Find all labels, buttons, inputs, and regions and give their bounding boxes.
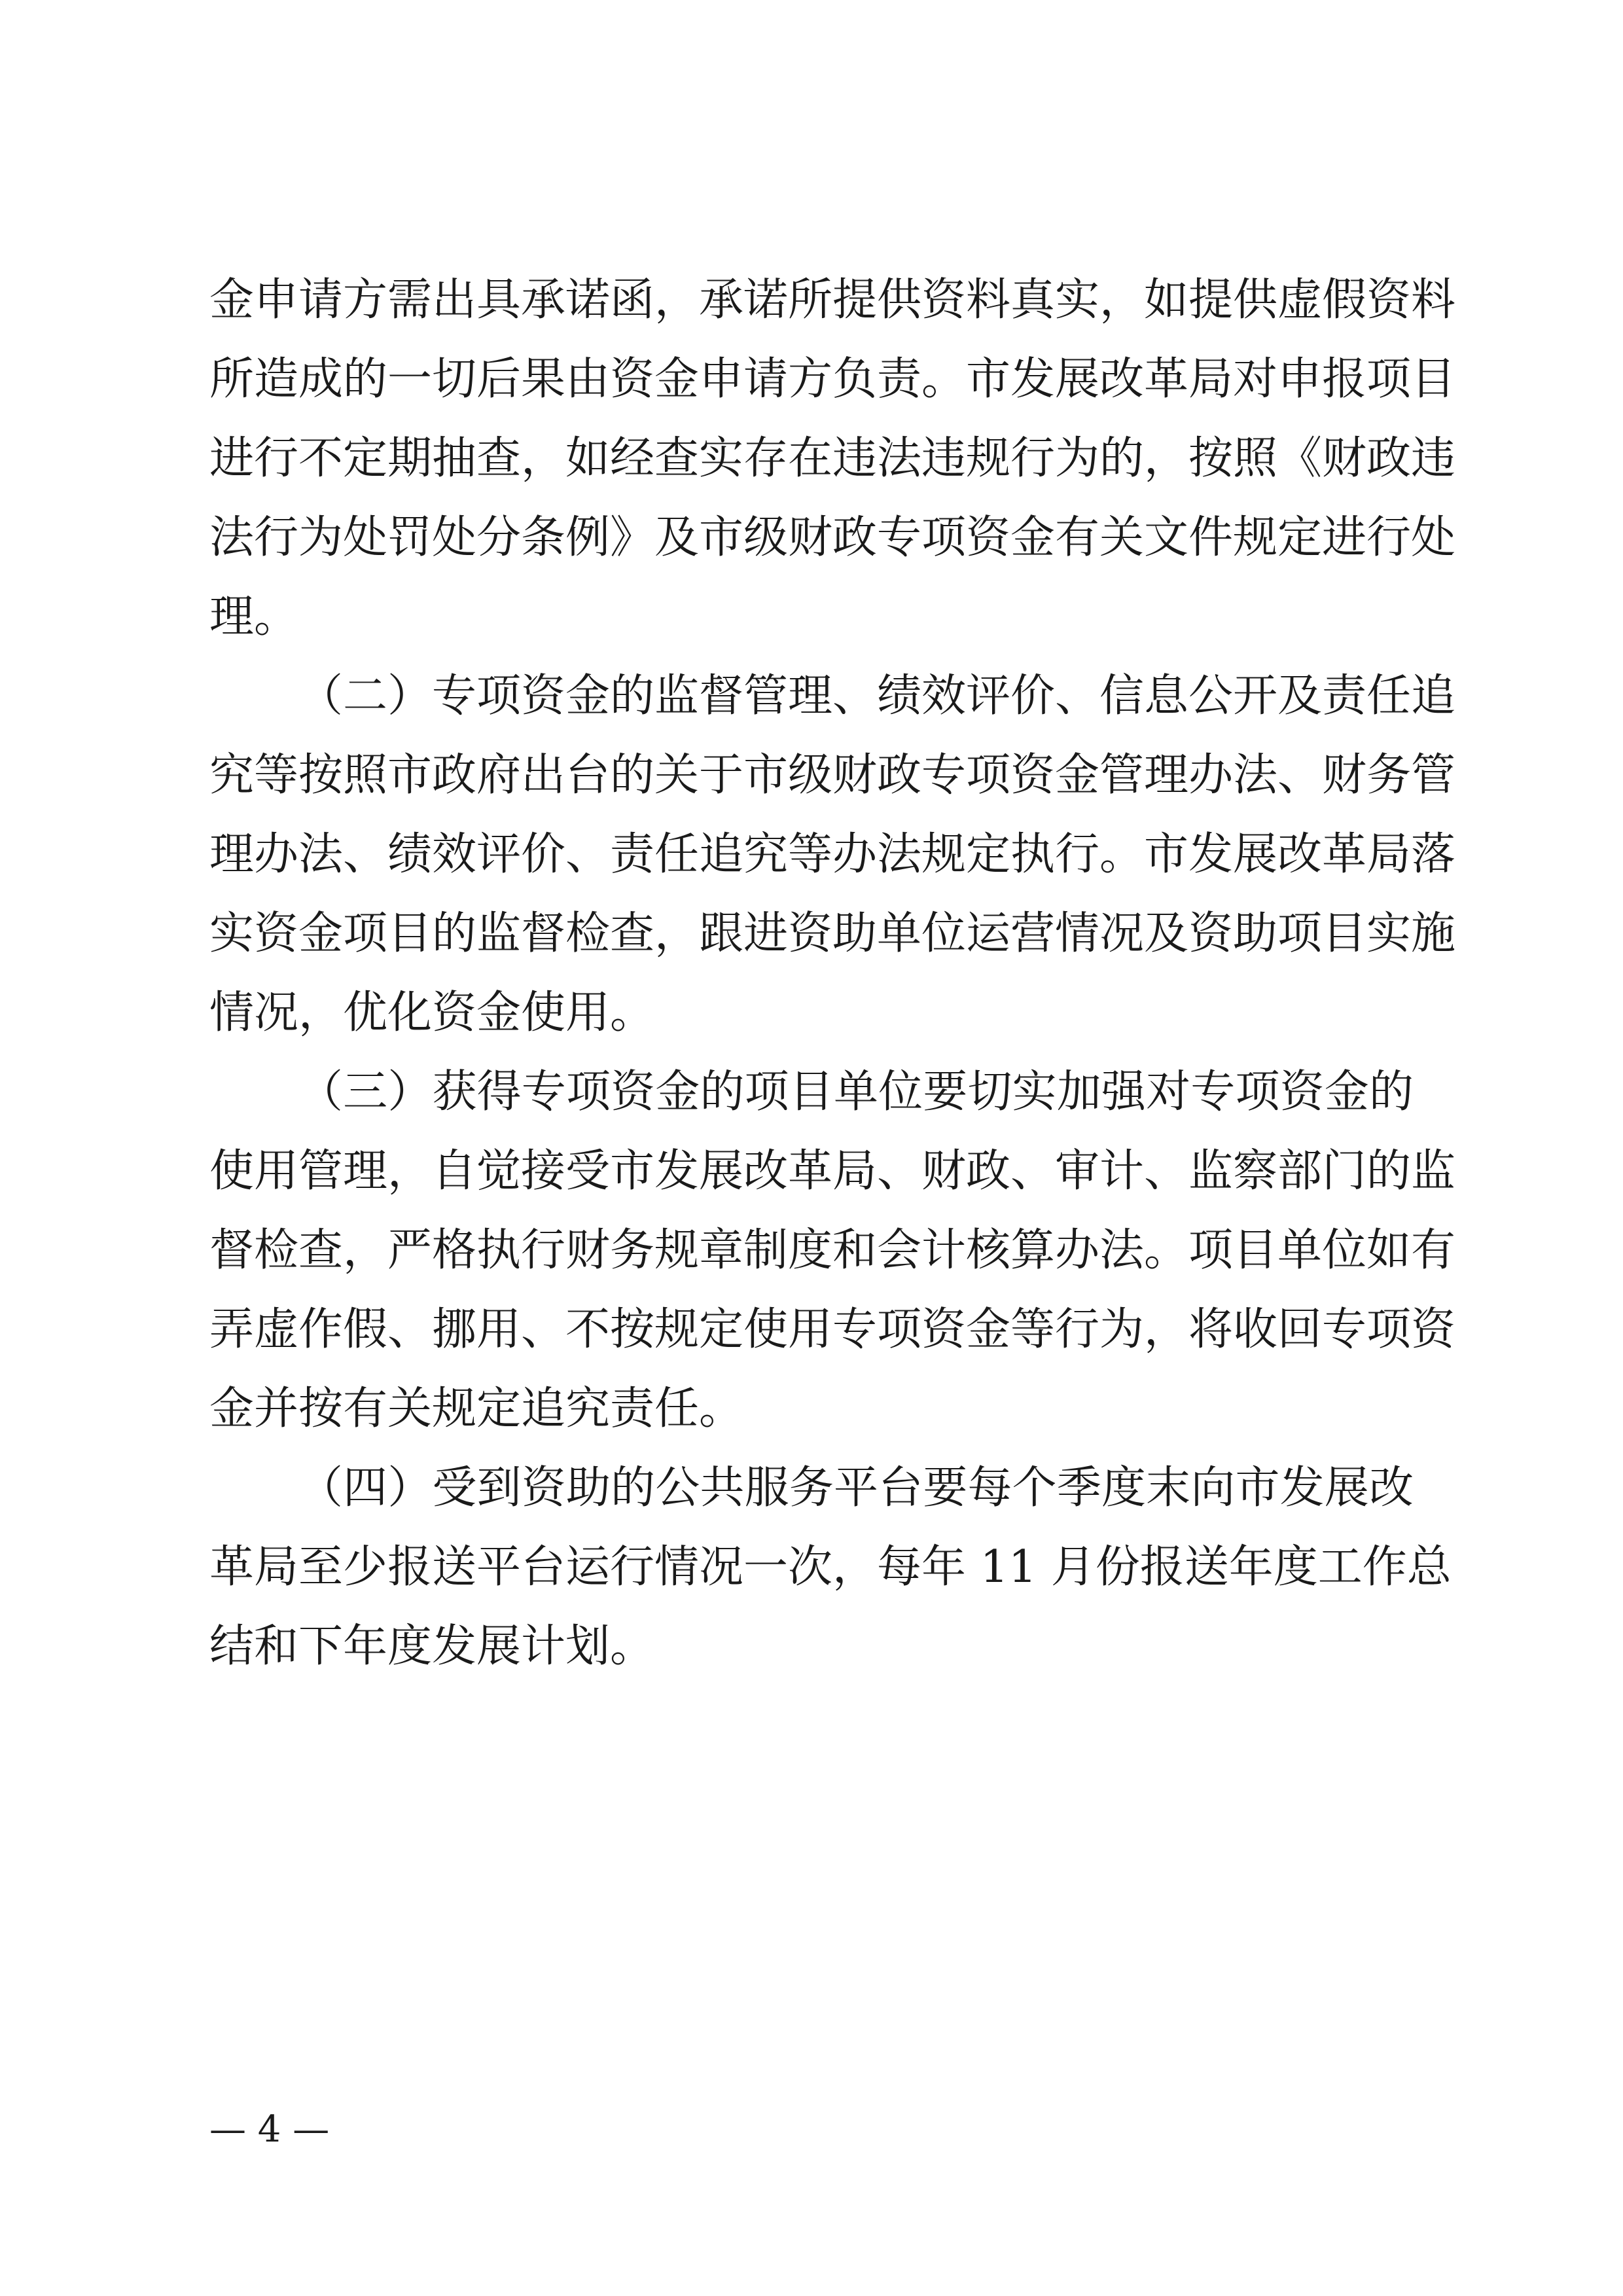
text-line: 所造成的一切后果由资金申请方负责。市发展改革局对申报项目	[209, 353, 1456, 405]
text-line: 理。	[209, 591, 299, 643]
text-line: 究等按照市政府出台的关于市级财政专项资金管理办法、财务管	[209, 749, 1456, 801]
text-line: 结和下年度发展计划。	[209, 1621, 655, 1672]
paragraph-4	[209, 1448, 1452, 1686]
text-line-indented: （四）受到资助的公共服务平台要每个季度末向市发展改	[298, 1462, 1414, 1514]
document-body	[209, 260, 1456, 1686]
page-number: — 4 —	[209, 2108, 330, 2151]
text-line: 使用管理，自觉接受市发展改革局、财政、审计、监察部门的监	[209, 1145, 1456, 1197]
text-line: 督检查，严格执行财务规章制度和会计核算办法。项目单位如有	[209, 1225, 1456, 1276]
text-line: 金申请方需出具承诺函，承诺所提供资料真实，如提供虚假资料	[209, 274, 1456, 326]
text-line-indented: （三）获得专项资金的项目单位要切实加强对专项资金的	[298, 1066, 1414, 1118]
text-line: 情况，优化资金使用。	[209, 987, 655, 1039]
paragraph-3	[209, 1052, 1456, 1448]
paragraph-2	[209, 656, 1456, 1052]
text-line: 理办法、绩效评价、责任追究等办法规定执行。市发展改革局落	[209, 829, 1456, 880]
text-line: 进行不定期抽查，如经查实存在违法违规行为的，按照《财政违	[209, 433, 1456, 484]
text-line-indented: （二）专项资金的监督管理、绩效评价、信息公开及责任追	[298, 670, 1456, 722]
text-line: 实资金项目的监督检查，跟进资助单位运营情况及资助项目实施	[209, 908, 1456, 960]
text-line: 金并按有关规定追究责任。	[209, 1383, 744, 1435]
text-line: 弄虚作假、挪用、不按规定使用专项资金等行为，将收回专项资	[209, 1304, 1456, 1355]
text-line: 法行为处罚处分条例》及市级财政专项资金有关文件规定进行处	[209, 512, 1456, 564]
text-line: 革局至少报送平台运行情况一次，每年 11 月份报送年度工作总	[209, 1541, 1452, 1593]
paragraph-1	[209, 260, 1456, 656]
